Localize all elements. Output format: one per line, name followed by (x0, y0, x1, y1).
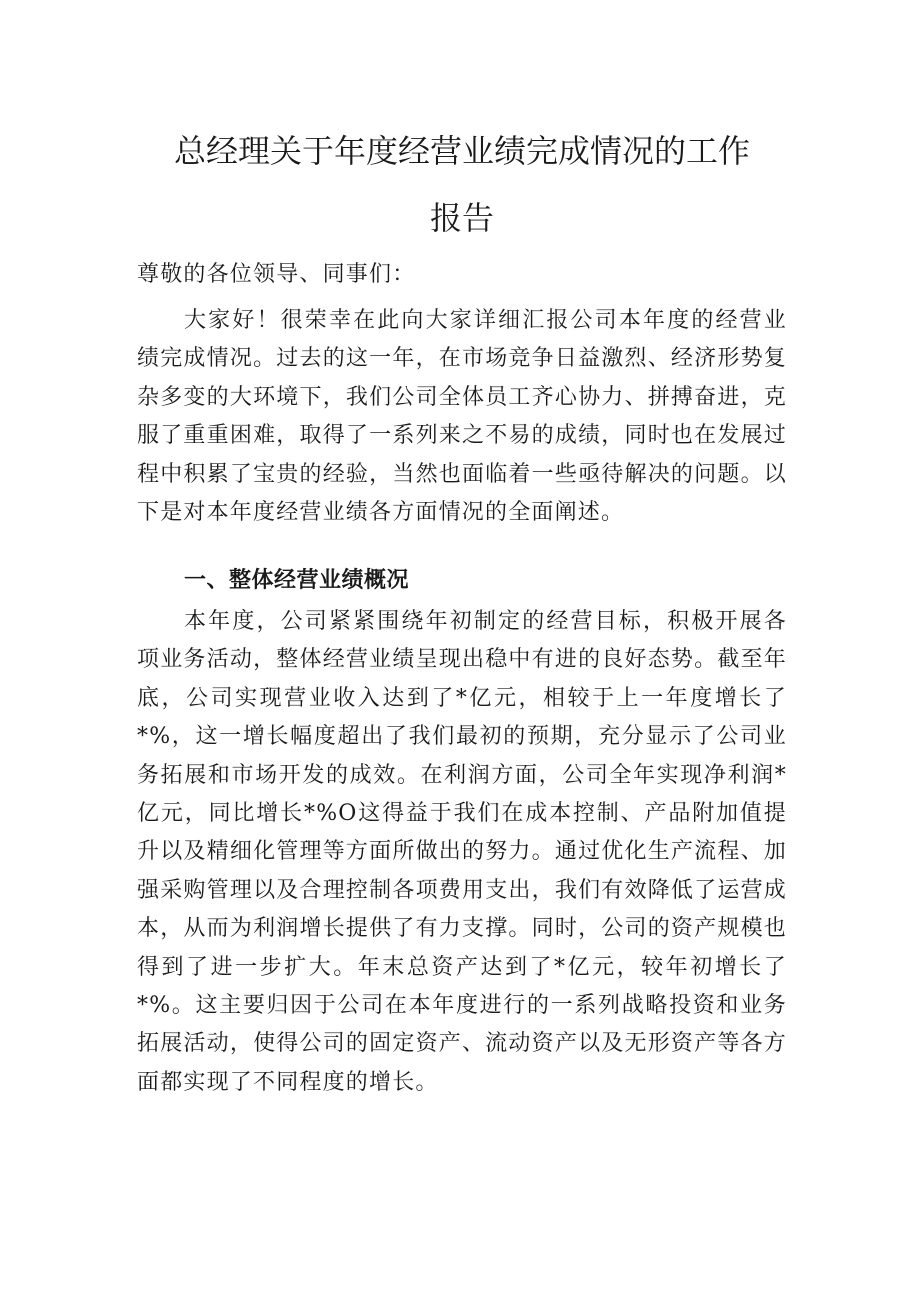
section-heading-overview: 一、整体经营业绩概况 (184, 568, 410, 593)
salutation: 尊敬的各位领导、同事们： (137, 262, 416, 287)
overview-paragraph: 本年度，公司紧紧围绕年初制定的经营目标，积极开展各项业务活动，整体经营业绩呈现出稳中有进的良好态势。截至年底，公司实现营业收入达到了*亿元，相较于上一年度增长了*%，这一增长幅度超出了我们最初的预期，充分显示了公司业务拓展和市场开发的成效。在利润方面，公司全年实现净利润*亿元，同比增长*%O这得益于我们在成本控制、产品附加值提升以及精细化管理等方面所做出的努力。通过优化生产流程、加强采购管理以及合理控制各项费用支出，我们有效降低了运营成本，从而为利润增长提供了有力支撑。同时，公司的资产规模也得到了进一步扩大。年末总资产达到了*亿元，较年初增长了*%。这主要归因于公司在本年度进行的一系列战略投资和业务拓展活动，使得公司的固定资产、流动资产以及无形资产等各方面都实现了不同程度的增长。 (137, 609, 787, 1095)
document-title-line-1: 总经理关于年度经营业绩完成情况的工作 (173, 132, 750, 170)
intro-paragraph: 大家好！很荣幸在此向大家详细汇报公司本年度的经营业绩完成情况。过去的这一年，在市场竞争日益激烈、经济形势复杂多变的大环境下，我们公司全体员工齐心协力、拼搏奋进，克服了重重困难，取得了一系列来之不易的成绩，同时也在发展过程中积累了宝贵的经验，当然也面临着一些亟待解决的问题。以下是对本年度经营业绩各方面情况的全面阐述。 (137, 308, 787, 526)
document-title-line-2: 报告 (429, 199, 494, 237)
